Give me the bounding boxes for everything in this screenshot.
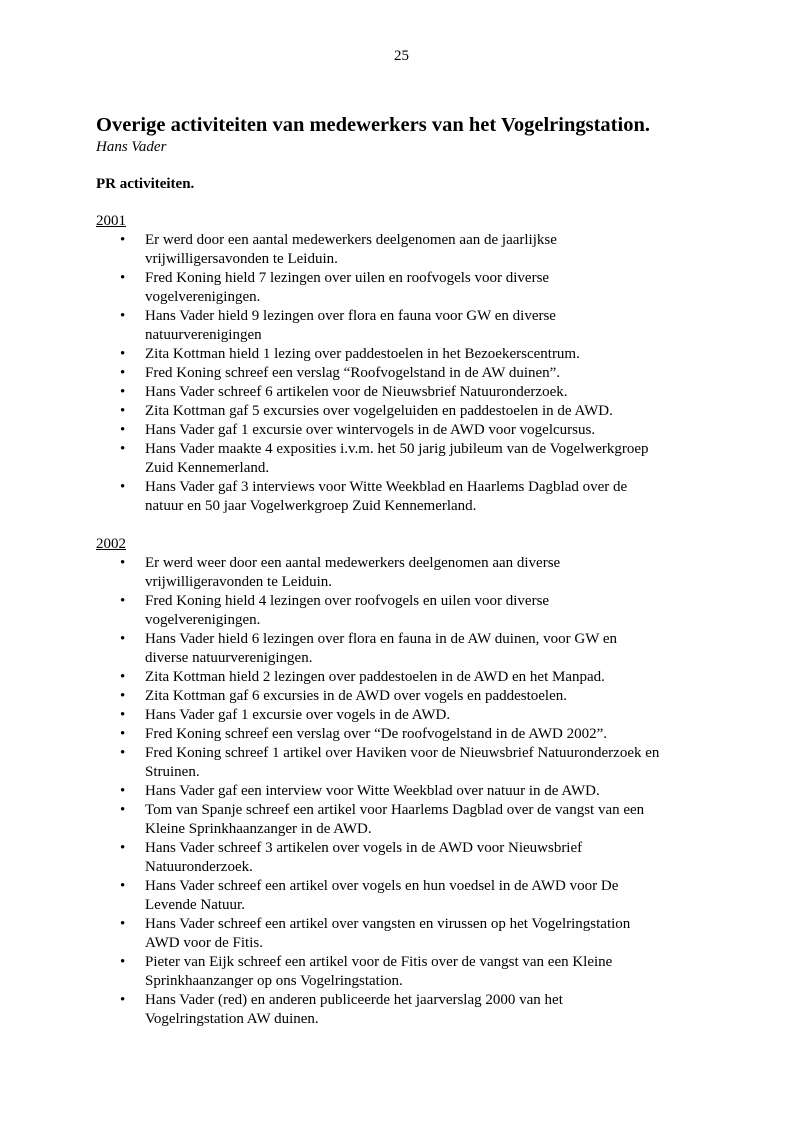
bullet-icon: • — [120, 669, 126, 685]
bullet-icon: • — [120, 878, 126, 894]
list-item-text: Hans Vader gaf 1 excursie over wintervogels in de AWD voor vogelcursus. — [145, 422, 596, 438]
list-item-text: Zuid Kennemerland. — [145, 460, 270, 476]
bullet-icon: • — [120, 954, 126, 970]
bullet-icon: • — [120, 840, 126, 856]
list-item — [96, 725, 716, 744]
page-title: Overige activiteiten van medewerkers van het Vogelringstation. — [96, 114, 650, 136]
list-item-text: Fred Koning schreef een verslag “Roofvogelstand in de AW duinen”. — [145, 365, 561, 381]
list-item — [96, 364, 716, 383]
bullet-icon: • — [120, 441, 126, 457]
bullet-icon: • — [120, 745, 126, 761]
list-item-text: Vogelringstation AW duinen. — [145, 1011, 319, 1027]
list-item — [96, 801, 716, 839]
bullet-icon: • — [120, 802, 126, 818]
list-item — [96, 383, 716, 402]
document-body — [96, 113, 716, 1029]
page-number: 25 — [394, 48, 409, 64]
bullet-icon: • — [120, 783, 126, 799]
list-item-text: diverse natuurverenigingen. — [145, 650, 313, 666]
bullet-icon: • — [120, 365, 126, 381]
list-item-text: Zita Kottman gaf 6 excursies in de AWD over vogels en paddestoelen. — [145, 688, 568, 704]
bullet-icon: • — [120, 726, 126, 742]
list-item — [96, 231, 716, 269]
list-item — [96, 592, 716, 630]
bullet-icon: • — [120, 403, 126, 419]
list-item-text: Hans Vader schreef 3 artikelen over vogels in de AWD voor Nieuwsbrief — [145, 840, 583, 856]
list-item — [96, 478, 716, 516]
list-item — [96, 915, 716, 953]
bullet-icon: • — [120, 707, 126, 723]
years-container — [96, 212, 716, 1029]
list-item-text: Struinen. — [145, 764, 200, 780]
bullet-icon: • — [120, 631, 126, 647]
year-heading-2001: 2001 — [96, 213, 126, 229]
list-item-text: Hans Vader (red) en anderen publiceerde het jaarverslag 2000 van het — [145, 992, 563, 1008]
list-item-text: Fred Koning schreef 1 artikel over Haviken voor de Nieuwsbrief Natuuronderzoek en — [145, 745, 660, 761]
bullet-icon: • — [120, 593, 126, 609]
activity-list-2002 — [96, 554, 716, 1029]
list-item — [96, 706, 716, 725]
list-item — [96, 421, 716, 440]
list-item-text: Levende Natuur. — [145, 897, 245, 913]
bullet-icon: • — [120, 422, 126, 438]
list-item-text: natuurverenigingen — [145, 327, 262, 343]
list-item-text: vogelverenigingen. — [145, 289, 261, 305]
author-name: Hans Vader — [96, 139, 167, 155]
list-item-text: Hans Vader maakte 4 exposities i.v.m. het 50 jarig jubileum van de Vogelwerkgroep — [145, 441, 649, 457]
list-item-text: Zita Kottman gaf 5 excursies over vogelgeluiden en paddestoelen in de AWD. — [145, 403, 613, 419]
list-item-text: Tom van Spanje schreef een artikel voor Haarlems Dagblad over de vangst van een — [145, 802, 645, 818]
list-item — [96, 782, 716, 801]
bullet-icon: • — [120, 555, 126, 571]
list-item — [96, 440, 716, 478]
activity-list-2001 — [96, 231, 716, 516]
list-item — [96, 554, 716, 592]
bullet-icon: • — [120, 916, 126, 932]
list-item-text: Hans Vader hield 9 lezingen over flora en fauna voor GW en diverse — [145, 308, 556, 324]
list-item-text: natuur en 50 jaar Vogelwerkgroep Zuid Kennemerland. — [145, 498, 477, 514]
list-item-text: Sprinkhaanzanger op ons Vogelringstation. — [145, 973, 403, 989]
list-item — [96, 269, 716, 307]
list-item-text: Hans Vader gaf 1 excursie over vogels in de AWD. — [145, 707, 451, 723]
bullet-icon: • — [120, 346, 126, 362]
list-item — [96, 687, 716, 706]
list-item — [96, 953, 716, 991]
list-item-text: Hans Vader schreef een artikel over vogels en hun voedsel in de AWD voor De — [145, 878, 619, 894]
bullet-icon: • — [120, 270, 126, 286]
list-item — [96, 744, 716, 782]
list-item-text: Zita Kottman hield 2 lezingen over paddestoelen in de AWD en het Manpad. — [145, 669, 605, 685]
bullet-icon: • — [120, 688, 126, 704]
section-heading: PR activiteiten. — [96, 176, 195, 192]
list-item-text: Er werd door een aantal medewerkers deelgenomen aan de jaarlijkse — [145, 232, 557, 248]
bullet-icon: • — [120, 384, 126, 400]
list-item-text: Hans Vader gaf 3 interviews voor Witte Weekblad en Haarlems Dagblad over de — [145, 479, 628, 495]
list-item-text: vogelverenigingen. — [145, 612, 261, 628]
list-item-text: Hans Vader hield 6 lezingen over flora en fauna in de AW duinen, voor GW en — [145, 631, 617, 647]
list-item — [96, 402, 716, 421]
list-item-text: Fred Koning hield 7 lezingen over uilen en roofvogels voor diverse — [145, 270, 550, 286]
list-item-text: Fred Koning hield 4 lezingen over roofvogels en uilen voor diverse — [145, 593, 550, 609]
list-item-text: Kleine Sprinkhaanzanger in de AWD. — [145, 821, 372, 837]
list-item-text: Natuuronderzoek. — [145, 859, 253, 875]
list-item-text: AWD voor de Fitis. — [145, 935, 263, 951]
list-item — [96, 345, 716, 364]
list-item-text: Zita Kottman hield 1 lezing over paddestoelen in het Bezoekerscentrum. — [145, 346, 580, 362]
list-item-text: Hans Vader schreef 6 artikelen voor de Nieuwsbrief Natuuronderzoek. — [145, 384, 568, 400]
list-item — [96, 839, 716, 877]
list-item — [96, 991, 716, 1029]
list-item-text: Hans Vader gaf een interview voor Witte Weekblad over natuur in de AWD. — [145, 783, 600, 799]
bullet-icon: • — [120, 479, 126, 495]
bullet-icon: • — [120, 308, 126, 324]
list-item-text: Hans Vader schreef een artikel over vangsten en virussen op het Vogelringstation — [145, 916, 631, 932]
list-item-text: Fred Koning schreef een verslag over “De roofvogelstand in de AWD 2002”. — [145, 726, 607, 742]
list-item — [96, 877, 716, 915]
year-heading-2002: 2002 — [96, 536, 126, 552]
list-item — [96, 668, 716, 687]
list-item — [96, 630, 716, 668]
list-item-text: Er werd weer door een aantal medewerkers deelgenomen aan diverse — [145, 555, 561, 571]
list-item-text: vrijwilligeravonden te Leiduin. — [145, 574, 333, 590]
bullet-icon: • — [120, 232, 126, 248]
list-item-text: Pieter van Eijk schreef een artikel voor de Fitis over de vangst van een Kleine — [145, 954, 613, 970]
list-item-text: vrijwilligersavonden te Leiduin. — [145, 251, 338, 267]
bullet-icon: • — [120, 992, 126, 1008]
list-item — [96, 307, 716, 345]
